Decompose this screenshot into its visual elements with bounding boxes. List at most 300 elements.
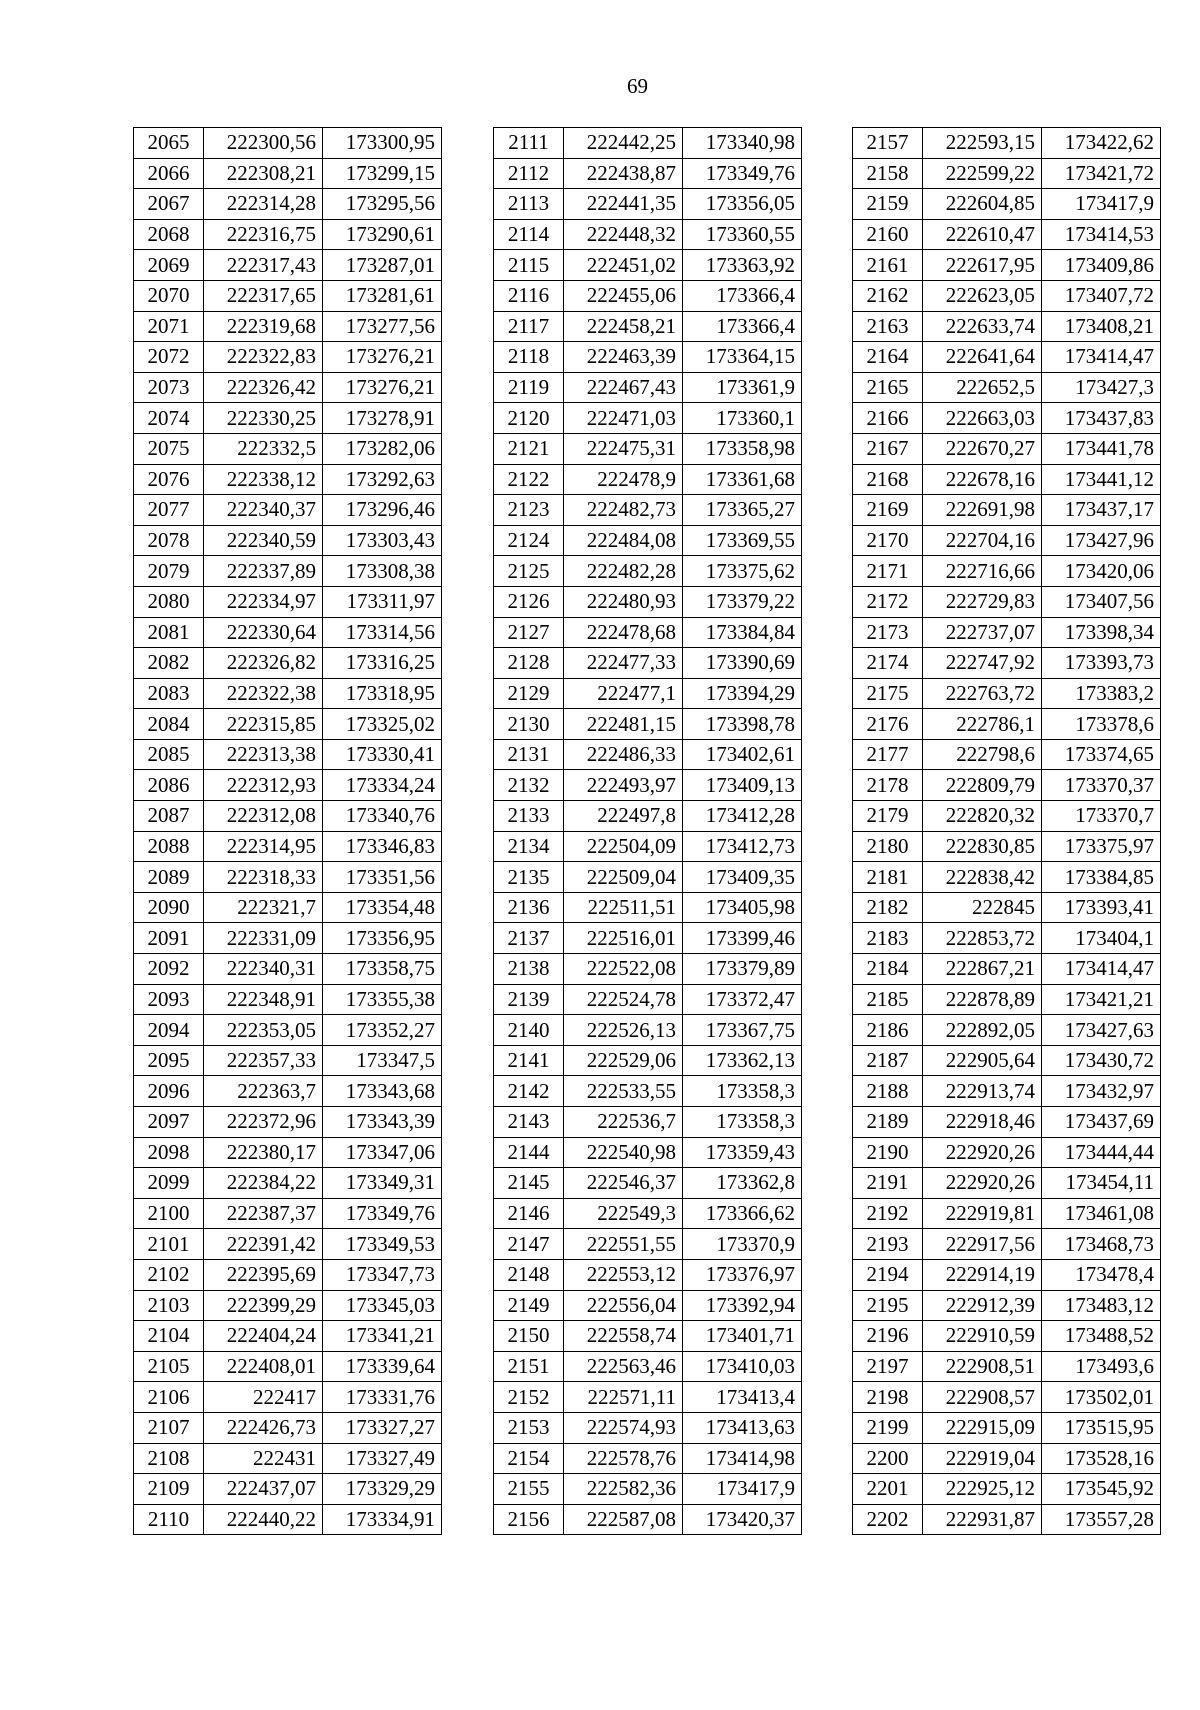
table-row bbox=[853, 1168, 1161, 1199]
point-number-cell: 2146 bbox=[494, 1198, 564, 1229]
x-coordinate-cell: 222334,97 bbox=[204, 586, 323, 617]
point-number-cell: 2192 bbox=[853, 1198, 923, 1229]
y-coordinate-cell: 173314,56 bbox=[323, 617, 442, 648]
table-row bbox=[853, 250, 1161, 281]
table-row bbox=[494, 1443, 802, 1474]
table-row bbox=[853, 1137, 1161, 1168]
y-coordinate-cell: 173383,2 bbox=[1042, 678, 1161, 709]
x-coordinate-cell: 222763,72 bbox=[923, 678, 1042, 709]
y-coordinate-cell: 173354,48 bbox=[323, 892, 442, 923]
point-number-cell: 2202 bbox=[853, 1504, 923, 1535]
point-number-cell: 2195 bbox=[853, 1290, 923, 1321]
point-number-cell: 2077 bbox=[134, 495, 204, 526]
point-number-cell: 2082 bbox=[134, 648, 204, 679]
table-row bbox=[494, 1168, 802, 1199]
point-number-cell: 2197 bbox=[853, 1351, 923, 1382]
table-row bbox=[853, 495, 1161, 526]
y-coordinate-cell: 173361,9 bbox=[683, 372, 802, 403]
table-row bbox=[134, 250, 442, 281]
table-row bbox=[134, 770, 442, 801]
x-coordinate-cell: 222318,33 bbox=[204, 862, 323, 893]
point-number-cell: 2144 bbox=[494, 1137, 564, 1168]
point-number-cell: 2169 bbox=[853, 495, 923, 526]
x-coordinate-cell: 222331,09 bbox=[204, 923, 323, 954]
point-number-cell: 2096 bbox=[134, 1076, 204, 1107]
point-number-cell: 2134 bbox=[494, 831, 564, 862]
x-coordinate-cell: 222892,05 bbox=[923, 1015, 1042, 1046]
point-number-cell: 2128 bbox=[494, 648, 564, 679]
table-row bbox=[853, 892, 1161, 923]
y-coordinate-cell: 173362,8 bbox=[683, 1168, 802, 1199]
x-coordinate-cell: 222330,64 bbox=[204, 617, 323, 648]
x-coordinate-cell: 222395,69 bbox=[204, 1259, 323, 1290]
point-number-cell: 2089 bbox=[134, 862, 204, 893]
x-coordinate-cell: 222912,39 bbox=[923, 1290, 1042, 1321]
y-coordinate-cell: 173276,21 bbox=[323, 342, 442, 373]
table-row bbox=[853, 617, 1161, 648]
point-number-cell: 2081 bbox=[134, 617, 204, 648]
table-row bbox=[853, 801, 1161, 832]
x-coordinate-cell: 222910,59 bbox=[923, 1321, 1042, 1352]
table-row bbox=[134, 433, 442, 464]
x-coordinate-cell: 222908,57 bbox=[923, 1382, 1042, 1413]
point-number-cell: 2099 bbox=[134, 1168, 204, 1199]
y-coordinate-cell: 173347,06 bbox=[323, 1137, 442, 1168]
x-coordinate-cell: 222437,07 bbox=[204, 1474, 323, 1505]
y-coordinate-cell: 173412,73 bbox=[683, 831, 802, 862]
point-number-cell: 2150 bbox=[494, 1321, 564, 1352]
point-number-cell: 2172 bbox=[853, 586, 923, 617]
y-coordinate-cell: 173427,63 bbox=[1042, 1015, 1161, 1046]
table-row bbox=[134, 403, 442, 434]
x-coordinate-cell: 222737,07 bbox=[923, 617, 1042, 648]
x-coordinate-cell: 222313,38 bbox=[204, 739, 323, 770]
y-coordinate-cell: 173366,62 bbox=[683, 1198, 802, 1229]
y-coordinate-cell: 173545,92 bbox=[1042, 1474, 1161, 1505]
table-row bbox=[853, 709, 1161, 740]
y-coordinate-cell: 173405,98 bbox=[683, 892, 802, 923]
x-coordinate-cell: 222408,01 bbox=[204, 1351, 323, 1382]
point-number-cell: 2142 bbox=[494, 1076, 564, 1107]
table-row bbox=[494, 801, 802, 832]
point-number-cell: 2185 bbox=[853, 984, 923, 1015]
table-row bbox=[494, 280, 802, 311]
x-coordinate-cell: 222574,93 bbox=[564, 1412, 683, 1443]
table-row bbox=[853, 739, 1161, 770]
y-coordinate-cell: 173441,78 bbox=[1042, 433, 1161, 464]
table-row bbox=[853, 403, 1161, 434]
x-coordinate-cell: 222455,06 bbox=[564, 280, 683, 311]
point-number-cell: 2106 bbox=[134, 1382, 204, 1413]
point-number-cell: 2168 bbox=[853, 464, 923, 495]
y-coordinate-cell: 173366,4 bbox=[683, 311, 802, 342]
y-coordinate-cell: 173299,15 bbox=[323, 158, 442, 189]
x-coordinate-cell: 222524,78 bbox=[564, 984, 683, 1015]
x-coordinate-cell: 222678,16 bbox=[923, 464, 1042, 495]
x-coordinate-cell: 222387,37 bbox=[204, 1198, 323, 1229]
table-row bbox=[134, 954, 442, 985]
x-coordinate-cell: 222809,79 bbox=[923, 770, 1042, 801]
x-coordinate-cell: 222838,42 bbox=[923, 862, 1042, 893]
y-coordinate-cell: 173488,52 bbox=[1042, 1321, 1161, 1352]
y-coordinate-cell: 173365,27 bbox=[683, 495, 802, 526]
y-coordinate-cell: 173334,91 bbox=[323, 1504, 442, 1535]
table-row bbox=[494, 158, 802, 189]
y-coordinate-cell: 173366,4 bbox=[683, 280, 802, 311]
point-number-cell: 2125 bbox=[494, 556, 564, 587]
point-number-cell: 2130 bbox=[494, 709, 564, 740]
table-row bbox=[494, 1290, 802, 1321]
table-row bbox=[134, 525, 442, 556]
y-coordinate-cell: 173413,63 bbox=[683, 1412, 802, 1443]
point-number-cell: 2174 bbox=[853, 648, 923, 679]
x-coordinate-cell: 222917,56 bbox=[923, 1229, 1042, 1260]
point-number-cell: 2065 bbox=[134, 128, 204, 159]
y-coordinate-cell: 173296,46 bbox=[323, 495, 442, 526]
y-coordinate-cell: 173339,64 bbox=[323, 1351, 442, 1382]
point-number-cell: 2103 bbox=[134, 1290, 204, 1321]
table-row bbox=[494, 128, 802, 159]
y-coordinate-cell: 173349,76 bbox=[683, 158, 802, 189]
table-row bbox=[853, 1351, 1161, 1382]
point-number-cell: 2068 bbox=[134, 219, 204, 250]
y-coordinate-cell: 173478,4 bbox=[1042, 1259, 1161, 1290]
y-coordinate-cell: 173414,47 bbox=[1042, 342, 1161, 373]
y-coordinate-cell: 173393,41 bbox=[1042, 892, 1161, 923]
y-coordinate-cell: 173417,9 bbox=[1042, 189, 1161, 220]
y-coordinate-cell: 173375,62 bbox=[683, 556, 802, 587]
table-row bbox=[853, 1412, 1161, 1443]
x-coordinate-cell: 222384,22 bbox=[204, 1168, 323, 1199]
y-coordinate-cell: 173557,28 bbox=[1042, 1504, 1161, 1535]
y-coordinate-cell: 173404,1 bbox=[1042, 923, 1161, 954]
point-number-cell: 2180 bbox=[853, 831, 923, 862]
point-number-cell: 2092 bbox=[134, 954, 204, 985]
table-row bbox=[853, 280, 1161, 311]
table-row bbox=[494, 403, 802, 434]
point-number-cell: 2104 bbox=[134, 1321, 204, 1352]
table-row bbox=[494, 1229, 802, 1260]
y-coordinate-cell: 173417,9 bbox=[683, 1474, 802, 1505]
x-coordinate-cell: 222353,05 bbox=[204, 1015, 323, 1046]
point-number-cell: 2166 bbox=[853, 403, 923, 434]
point-number-cell: 2116 bbox=[494, 280, 564, 311]
point-number-cell: 2135 bbox=[494, 862, 564, 893]
table-row bbox=[853, 433, 1161, 464]
y-coordinate-cell: 173409,35 bbox=[683, 862, 802, 893]
table-row bbox=[494, 648, 802, 679]
point-number-cell: 2079 bbox=[134, 556, 204, 587]
point-number-cell: 2138 bbox=[494, 954, 564, 985]
y-coordinate-cell: 173427,96 bbox=[1042, 525, 1161, 556]
y-coordinate-cell: 173374,65 bbox=[1042, 739, 1161, 770]
y-coordinate-cell: 173359,43 bbox=[683, 1137, 802, 1168]
x-coordinate-cell: 222340,59 bbox=[204, 525, 323, 556]
x-coordinate-cell: 222322,83 bbox=[204, 342, 323, 373]
point-number-cell: 2127 bbox=[494, 617, 564, 648]
y-coordinate-cell: 173349,76 bbox=[323, 1198, 442, 1229]
x-coordinate-cell: 222357,33 bbox=[204, 1045, 323, 1076]
point-number-cell: 2155 bbox=[494, 1474, 564, 1505]
point-number-cell: 2113 bbox=[494, 189, 564, 220]
table-row bbox=[134, 1045, 442, 1076]
x-coordinate-cell: 222481,15 bbox=[564, 709, 683, 740]
y-coordinate-cell: 173372,47 bbox=[683, 984, 802, 1015]
x-coordinate-cell: 222404,24 bbox=[204, 1321, 323, 1352]
point-number-cell: 2070 bbox=[134, 280, 204, 311]
point-number-cell: 2143 bbox=[494, 1107, 564, 1138]
point-number-cell: 2163 bbox=[853, 311, 923, 342]
point-number-cell: 2094 bbox=[134, 1015, 204, 1046]
table-row bbox=[853, 1474, 1161, 1505]
y-coordinate-cell: 173384,84 bbox=[683, 617, 802, 648]
table-row bbox=[134, 617, 442, 648]
y-coordinate-cell: 173347,73 bbox=[323, 1259, 442, 1290]
point-number-cell: 2123 bbox=[494, 495, 564, 526]
table-row bbox=[494, 1351, 802, 1382]
x-coordinate-cell: 222315,85 bbox=[204, 709, 323, 740]
x-coordinate-cell: 222442,25 bbox=[564, 128, 683, 159]
y-coordinate-cell: 173421,21 bbox=[1042, 984, 1161, 1015]
table-row bbox=[853, 525, 1161, 556]
x-coordinate-cell: 222522,08 bbox=[564, 954, 683, 985]
point-number-cell: 2073 bbox=[134, 372, 204, 403]
point-number-cell: 2090 bbox=[134, 892, 204, 923]
point-number-cell: 2193 bbox=[853, 1229, 923, 1260]
y-coordinate-cell: 173376,97 bbox=[683, 1259, 802, 1290]
table-row bbox=[134, 280, 442, 311]
point-number-cell: 2101 bbox=[134, 1229, 204, 1260]
point-number-cell: 2184 bbox=[853, 954, 923, 985]
table-row bbox=[134, 311, 442, 342]
table-row bbox=[853, 372, 1161, 403]
y-coordinate-cell: 173437,83 bbox=[1042, 403, 1161, 434]
y-coordinate-cell: 173394,29 bbox=[683, 678, 802, 709]
table-row bbox=[494, 923, 802, 954]
point-number-cell: 2102 bbox=[134, 1259, 204, 1290]
x-coordinate-cell: 222529,06 bbox=[564, 1045, 683, 1076]
point-number-cell: 2153 bbox=[494, 1412, 564, 1443]
x-coordinate-cell: 222486,33 bbox=[564, 739, 683, 770]
y-coordinate-cell: 173502,01 bbox=[1042, 1382, 1161, 1413]
y-coordinate-cell: 173292,63 bbox=[323, 464, 442, 495]
y-coordinate-cell: 173528,16 bbox=[1042, 1443, 1161, 1474]
x-coordinate-cell: 222511,51 bbox=[564, 892, 683, 923]
x-coordinate-cell: 222431 bbox=[204, 1443, 323, 1474]
table-row bbox=[134, 892, 442, 923]
x-coordinate-cell: 222463,39 bbox=[564, 342, 683, 373]
x-coordinate-cell: 222610,47 bbox=[923, 219, 1042, 250]
point-number-cell: 2149 bbox=[494, 1290, 564, 1321]
x-coordinate-cell: 222300,56 bbox=[204, 128, 323, 159]
y-coordinate-cell: 173360,1 bbox=[683, 403, 802, 434]
point-number-cell: 2178 bbox=[853, 770, 923, 801]
table-row bbox=[134, 158, 442, 189]
y-coordinate-cell: 173379,89 bbox=[683, 954, 802, 985]
x-coordinate-cell: 222451,02 bbox=[564, 250, 683, 281]
x-coordinate-cell: 222340,37 bbox=[204, 495, 323, 526]
x-coordinate-cell: 222920,26 bbox=[923, 1137, 1042, 1168]
table-row bbox=[494, 1137, 802, 1168]
table-row bbox=[853, 954, 1161, 985]
table-row bbox=[494, 342, 802, 373]
y-coordinate-cell: 173375,97 bbox=[1042, 831, 1161, 862]
point-number-cell: 2194 bbox=[853, 1259, 923, 1290]
point-number-cell: 2115 bbox=[494, 250, 564, 281]
table-row bbox=[494, 1076, 802, 1107]
table-row bbox=[494, 1412, 802, 1443]
point-number-cell: 2147 bbox=[494, 1229, 564, 1260]
y-coordinate-cell: 173493,6 bbox=[1042, 1351, 1161, 1382]
point-number-cell: 2121 bbox=[494, 433, 564, 464]
x-coordinate-cell: 222704,16 bbox=[923, 525, 1042, 556]
table-row bbox=[134, 1504, 442, 1535]
point-number-cell: 2177 bbox=[853, 739, 923, 770]
table-row bbox=[494, 862, 802, 893]
y-coordinate-cell: 173378,6 bbox=[1042, 709, 1161, 740]
y-coordinate-cell: 173358,98 bbox=[683, 433, 802, 464]
x-coordinate-cell: 222563,46 bbox=[564, 1351, 683, 1382]
x-coordinate-cell: 222478,9 bbox=[564, 464, 683, 495]
table-row bbox=[853, 311, 1161, 342]
point-number-cell: 2199 bbox=[853, 1412, 923, 1443]
y-coordinate-cell: 173409,86 bbox=[1042, 250, 1161, 281]
table-row bbox=[494, 709, 802, 740]
x-coordinate-cell: 222372,96 bbox=[204, 1107, 323, 1138]
x-coordinate-cell: 222867,21 bbox=[923, 954, 1042, 985]
x-coordinate-cell: 222571,11 bbox=[564, 1382, 683, 1413]
point-number-cell: 2140 bbox=[494, 1015, 564, 1046]
x-coordinate-cell: 222556,04 bbox=[564, 1290, 683, 1321]
point-number-cell: 2188 bbox=[853, 1076, 923, 1107]
x-coordinate-cell: 222578,76 bbox=[564, 1443, 683, 1474]
x-coordinate-cell: 222931,87 bbox=[923, 1504, 1042, 1535]
point-number-cell: 2190 bbox=[853, 1137, 923, 1168]
point-number-cell: 2198 bbox=[853, 1382, 923, 1413]
y-coordinate-cell: 173515,95 bbox=[1042, 1412, 1161, 1443]
point-number-cell: 2201 bbox=[853, 1474, 923, 1505]
y-coordinate-cell: 173330,41 bbox=[323, 739, 442, 770]
y-coordinate-cell: 173349,53 bbox=[323, 1229, 442, 1260]
x-coordinate-cell: 222747,92 bbox=[923, 648, 1042, 679]
point-number-cell: 2084 bbox=[134, 709, 204, 740]
table-row bbox=[134, 1015, 442, 1046]
x-coordinate-cell: 222558,74 bbox=[564, 1321, 683, 1352]
point-number-cell: 2186 bbox=[853, 1015, 923, 1046]
x-coordinate-cell: 222363,7 bbox=[204, 1076, 323, 1107]
table-row bbox=[853, 831, 1161, 862]
table-row bbox=[494, 1259, 802, 1290]
table-row bbox=[494, 954, 802, 985]
point-number-cell: 2083 bbox=[134, 678, 204, 709]
table-row bbox=[494, 189, 802, 220]
y-coordinate-cell: 173282,06 bbox=[323, 433, 442, 464]
point-number-cell: 2069 bbox=[134, 250, 204, 281]
x-coordinate-cell: 222484,08 bbox=[564, 525, 683, 556]
table-row bbox=[494, 1321, 802, 1352]
table-row bbox=[134, 586, 442, 617]
y-coordinate-cell: 173356,05 bbox=[683, 189, 802, 220]
x-coordinate-cell: 222878,89 bbox=[923, 984, 1042, 1015]
point-number-cell: 2076 bbox=[134, 464, 204, 495]
y-coordinate-cell: 173392,94 bbox=[683, 1290, 802, 1321]
y-coordinate-cell: 173432,97 bbox=[1042, 1076, 1161, 1107]
x-coordinate-cell: 222317,43 bbox=[204, 250, 323, 281]
table-row bbox=[134, 219, 442, 250]
x-coordinate-cell: 222908,51 bbox=[923, 1351, 1042, 1382]
y-coordinate-cell: 173290,61 bbox=[323, 219, 442, 250]
point-number-cell: 2112 bbox=[494, 158, 564, 189]
y-coordinate-cell: 173341,21 bbox=[323, 1321, 442, 1352]
y-coordinate-cell: 173379,22 bbox=[683, 586, 802, 617]
x-coordinate-cell: 222925,12 bbox=[923, 1474, 1042, 1505]
y-coordinate-cell: 173407,56 bbox=[1042, 586, 1161, 617]
y-coordinate-cell: 173399,46 bbox=[683, 923, 802, 954]
table-row bbox=[134, 709, 442, 740]
point-number-cell: 2114 bbox=[494, 219, 564, 250]
point-number-cell: 2182 bbox=[853, 892, 923, 923]
coordinates-table-2 bbox=[493, 127, 802, 1535]
y-coordinate-cell: 173343,68 bbox=[323, 1076, 442, 1107]
y-coordinate-cell: 173343,39 bbox=[323, 1107, 442, 1138]
y-coordinate-cell: 173370,7 bbox=[1042, 801, 1161, 832]
point-number-cell: 2087 bbox=[134, 801, 204, 832]
x-coordinate-cell: 222467,43 bbox=[564, 372, 683, 403]
x-coordinate-cell: 222582,36 bbox=[564, 1474, 683, 1505]
x-coordinate-cell: 222417 bbox=[204, 1382, 323, 1413]
point-number-cell: 2131 bbox=[494, 739, 564, 770]
x-coordinate-cell: 222477,33 bbox=[564, 648, 683, 679]
x-coordinate-cell: 222441,35 bbox=[564, 189, 683, 220]
x-coordinate-cell: 222312,93 bbox=[204, 770, 323, 801]
x-coordinate-cell: 222340,31 bbox=[204, 954, 323, 985]
x-coordinate-cell: 222593,15 bbox=[923, 128, 1042, 159]
table-row bbox=[494, 1198, 802, 1229]
point-number-cell: 2095 bbox=[134, 1045, 204, 1076]
x-coordinate-cell: 222533,55 bbox=[564, 1076, 683, 1107]
x-coordinate-cell: 222504,09 bbox=[564, 831, 683, 862]
y-coordinate-cell: 173427,3 bbox=[1042, 372, 1161, 403]
x-coordinate-cell: 222322,38 bbox=[204, 678, 323, 709]
point-number-cell: 2183 bbox=[853, 923, 923, 954]
x-coordinate-cell: 222551,55 bbox=[564, 1229, 683, 1260]
x-coordinate-cell: 222599,22 bbox=[923, 158, 1042, 189]
table-row bbox=[853, 342, 1161, 373]
y-coordinate-cell: 173358,3 bbox=[683, 1076, 802, 1107]
y-coordinate-cell: 173316,25 bbox=[323, 648, 442, 679]
point-number-cell: 2124 bbox=[494, 525, 564, 556]
x-coordinate-cell: 222691,98 bbox=[923, 495, 1042, 526]
x-coordinate-cell: 222308,21 bbox=[204, 158, 323, 189]
point-number-cell: 2148 bbox=[494, 1259, 564, 1290]
table-row bbox=[853, 1443, 1161, 1474]
y-coordinate-cell: 173360,55 bbox=[683, 219, 802, 250]
y-coordinate-cell: 173278,91 bbox=[323, 403, 442, 434]
point-number-cell: 2132 bbox=[494, 770, 564, 801]
table-row bbox=[494, 831, 802, 862]
table-row bbox=[494, 495, 802, 526]
point-number-cell: 2085 bbox=[134, 739, 204, 770]
y-coordinate-cell: 173398,34 bbox=[1042, 617, 1161, 648]
point-number-cell: 2187 bbox=[853, 1045, 923, 1076]
x-coordinate-cell: 222317,65 bbox=[204, 280, 323, 311]
y-coordinate-cell: 173461,08 bbox=[1042, 1198, 1161, 1229]
table-row bbox=[134, 678, 442, 709]
point-number-cell: 2066 bbox=[134, 158, 204, 189]
x-coordinate-cell: 222319,68 bbox=[204, 311, 323, 342]
point-number-cell: 2158 bbox=[853, 158, 923, 189]
x-coordinate-cell: 222845 bbox=[923, 892, 1042, 923]
